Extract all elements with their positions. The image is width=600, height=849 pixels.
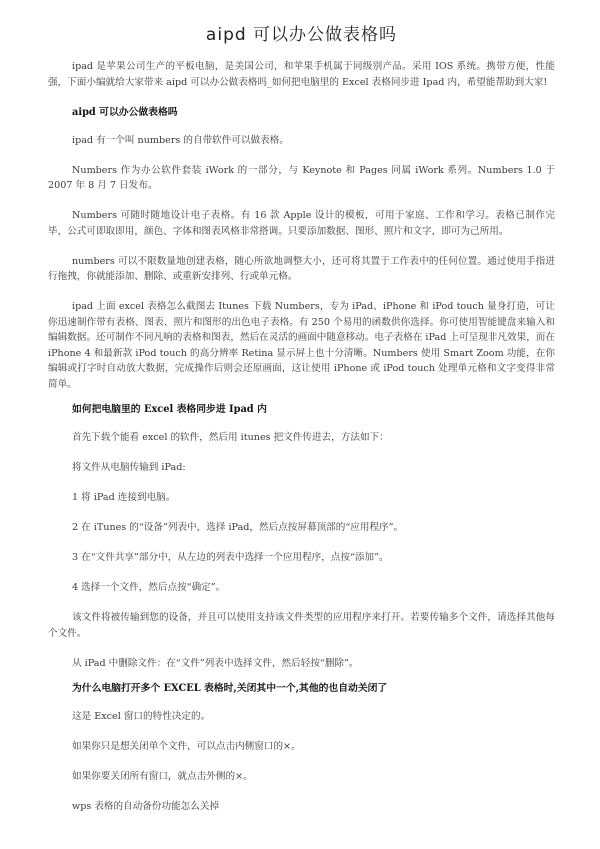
paragraph: 该文件将被传输到您的设备，并且可以使用支持该文件类型的应用程序来打开。若要传输多个文件，请选择其他每个文件。 <box>48 612 555 639</box>
paragraph: 4 选择一个文件，然后点按“确定”。 <box>72 582 226 593</box>
paragraph: 2 在 iTunes 的“设备”列表中，选择 iPad，然后点按屏幕顶部的“应用程序”。 <box>72 522 404 533</box>
page-title: aipd 可以办公做表格吗 <box>205 25 398 45</box>
section-heading-ipad-tables: aipd 可以办公做表格吗 <box>72 106 178 118</box>
paragraph: 将文件从电脑传输到 iPad: <box>72 462 186 473</box>
paragraph: Numbers 作为办公软件套装 iWork 的一部分，与 Keynote 和 Pages 同属 iWork 系列。Numbers 1.0 于 2007 年 8 月 7 日发布。 <box>48 164 555 191</box>
section-heading-excel-close: 为什么电脑打开多个 EXCEL 表格时,关闭其中一个,其他的也自动关闭了 <box>72 683 388 694</box>
paragraph: numbers 可以不限数量地创建表格，随心所欲地调整大小，还可将其置于工作表中的任何位置。通过使用手指进行拖拽，你就能添加、删除、或重新安排列、行或单元格。 <box>48 255 555 282</box>
paragraph: 如果你要关闭所有窗口，就点击外侧的×。 <box>72 771 253 782</box>
paragraph: wps 表格的自动备份功能怎么关掉 <box>72 801 220 812</box>
paragraph: Numbers 可随时随地设计电子表格。有 16 款 Apple 设计的模板，可用于家庭、工作和学习。表格已制作完毕，公式可即取即用，颜色、字体和图表风格非常搭调。只要添加数据、图形、照片和文字，即可为己所用。 <box>48 210 555 237</box>
paragraph: 如果你只是想关闭单个文件，可以点击内侧窗口的×。 <box>72 741 301 752</box>
paragraph: 3 在“文件共享”部分中，从左边的列表中选择一个应用程序，点按“添加”。 <box>72 552 389 563</box>
section-heading-excel-sync: 如何把电脑里的 Excel 表格同步进 Ipad 内 <box>72 404 267 415</box>
paragraph: ipad 有一个叫 numbers 的自带软件可以做表格。 <box>72 134 289 146</box>
paragraph: 首先下载个能看 excel 的软件，然后用 itunes 把文件传进去，方法如下： <box>72 432 389 443</box>
intro-paragraph: ipad 是苹果公司生产的平板电脑，是美国公司，和苹果手机属于同级别产品。采用 IOS 系统。携带方便，性能强，下面小编就给大家带来 aipd 可以办公做表格吗_如何把电脑里的 Excel 表格同步进 Ipad 内，希望能帮助到大家! <box>48 61 555 88</box>
paragraph: 这是 Excel 窗口的特性决定的。 <box>72 711 211 722</box>
paragraph: 1 将 iPad 连接到电脑。 <box>72 492 176 503</box>
paragraph: ipad 上面 excel 表格怎么截图去 Itunes 下载 Numbers，专为 iPad、iPhone 和 iPod touch 量身打造，可让你迅速制作带有表格、图表、照片和图形的出色电子表格。有 250 个易用的函数供你选择。你可使用智能键盘来输入和编辑数据。还可制作不同凡响的表格和图表，然后在灵活的画面中随意移动。电子表格在 iPad 上可呈现非凡效果，而在 iPhone 4 和最新款 iPod touch 的高分辨率 Retina 显示屏上也十分清晰。Numbers 使用 Smart Zoom 功能，在你编辑或打字时自动放大数据，完成操作后则会还原画面，这让使用 iPhone 或 iPod touch 处理单元格和文字变得非常简单。 <box>48 301 555 390</box>
paragraph: 从 iPad 中删除文件：在“文件”列表中选择文件，然后轻按“删除”。 <box>72 657 359 669</box>
